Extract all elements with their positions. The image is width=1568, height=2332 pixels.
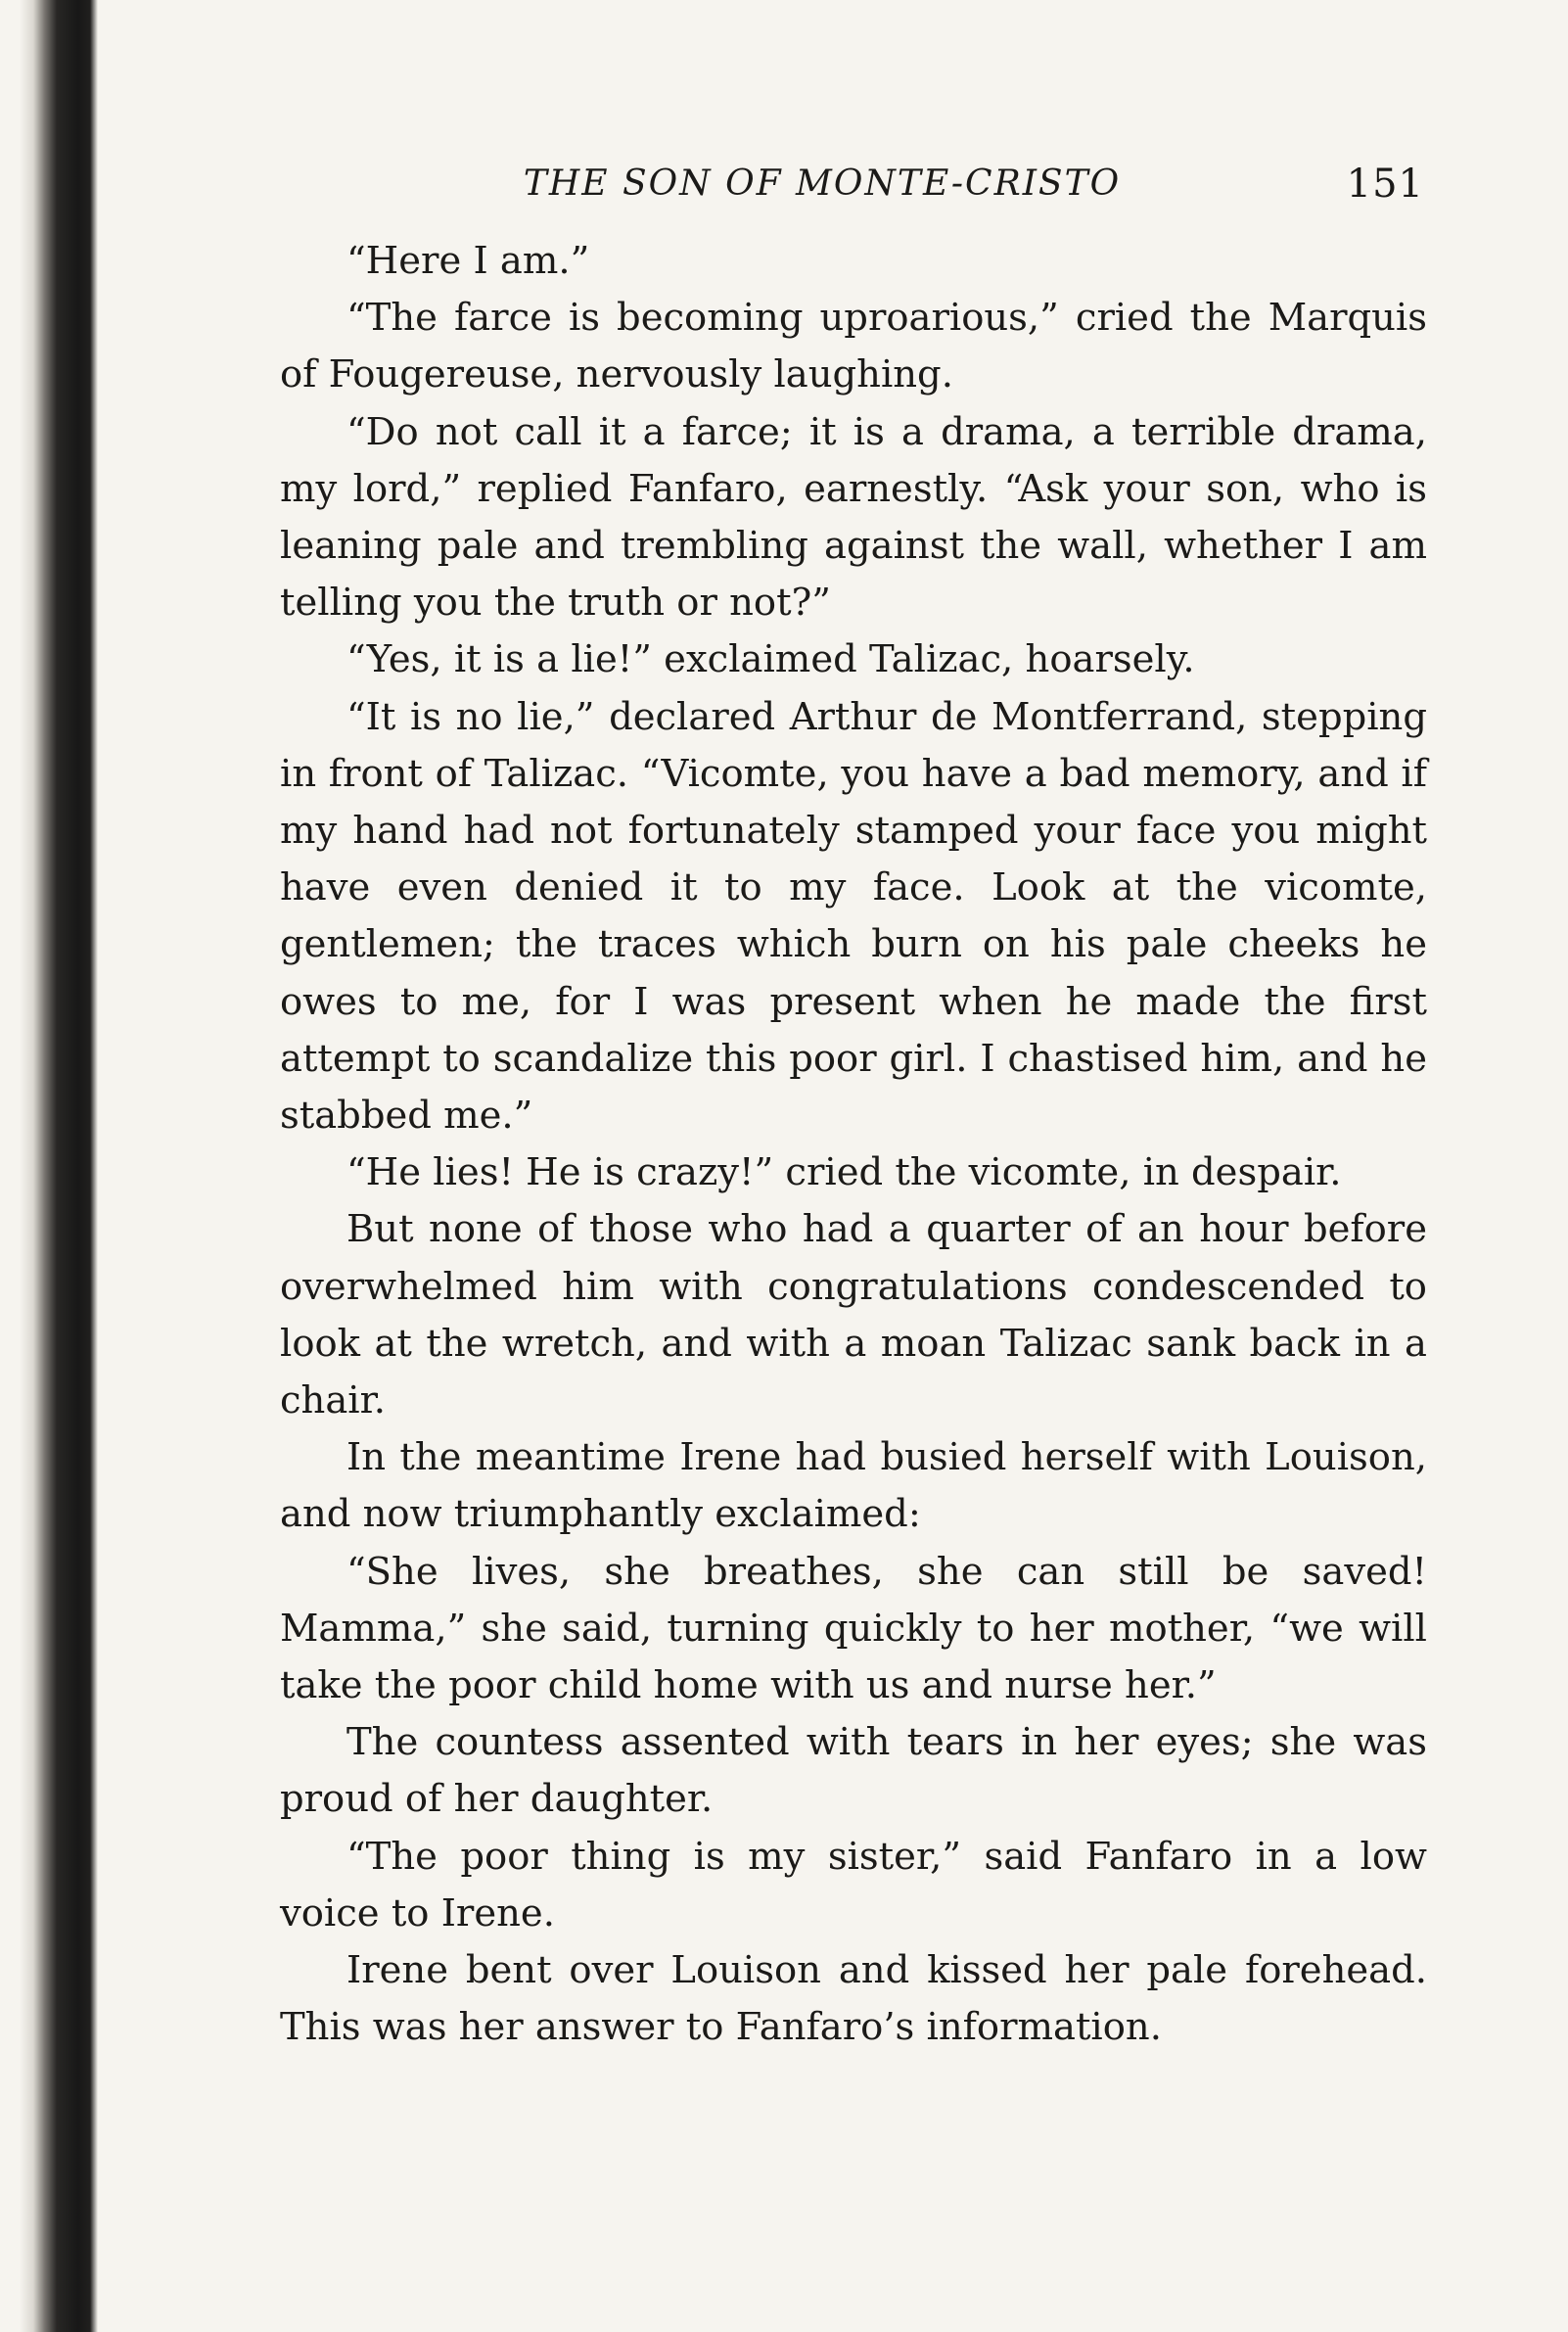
paragraph: “The farce is becoming uproarious,” cried the Marquis of Fougereuse, nervously laughing.	[280, 296, 1427, 397]
paragraph: “Yes, it is a lie!” exclaimed Talizac, hoarsely.	[346, 637, 1195, 682]
paragraph: “It is no lie,” declared Arthur de Montferrand, stepping in front of Talizac. “Vicomte, you have a bad memory, and if my hand had not fortunately stamped your face you might have even denied it to my face. Look at the vicomte, gentlemen; the traces which burn on his pale cheeks he owes to me, for I was present when he made the first attempt to scandalize this poor girl. I chastised him, and he stabbed me.”	[280, 694, 1427, 1139]
paragraph: The countess assented with tears in her eyes; she was proud of her daughter.	[280, 1720, 1427, 1822]
scanned-page-edge	[0, 0, 98, 2332]
paragraph: In the meantime Irene had busied herself with Louison, and now triumphantly exclaimed:	[280, 1435, 1427, 1537]
page-header	[284, 157, 1424, 211]
paragraph: Irene bent over Louison and kissed her pale forehead. This was her answer to Fanfaro’s information.	[280, 1948, 1427, 2050]
paragraph: But none of those who had a quarter of an hour before overwhelmed him with congratulations condescended to look at the wretch, and with a moan Talizac sank back in a chair.	[280, 1207, 1427, 1423]
paragraph: “Here I am.”	[346, 239, 590, 283]
page-number: 151	[1346, 162, 1424, 207]
paragraph: “She lives, she breathes, she can still be saved! Mamma,” she said, turning quickly to her mother, “we will take the poor child home with us and nurse her.”	[280, 1549, 1427, 1708]
paragraph: “He lies! He is crazy!” cried the vicomte, in despair.	[346, 1150, 1342, 1195]
running-title: THE SON OF MONTE-CRISTO	[523, 163, 1122, 204]
body-text	[280, 233, 1427, 2057]
paragraph: “Do not call it a farce; it is a drama, a terrible drama, my lord,” replied Fanfaro, earnestly. “Ask your son, who is leaning pale and trembling against the wall, whether I am telling you the truth or not?”	[280, 409, 1427, 626]
paragraph: “The poor thing is my sister,” said Fanfaro in a low voice to Irene.	[280, 1834, 1427, 1936]
